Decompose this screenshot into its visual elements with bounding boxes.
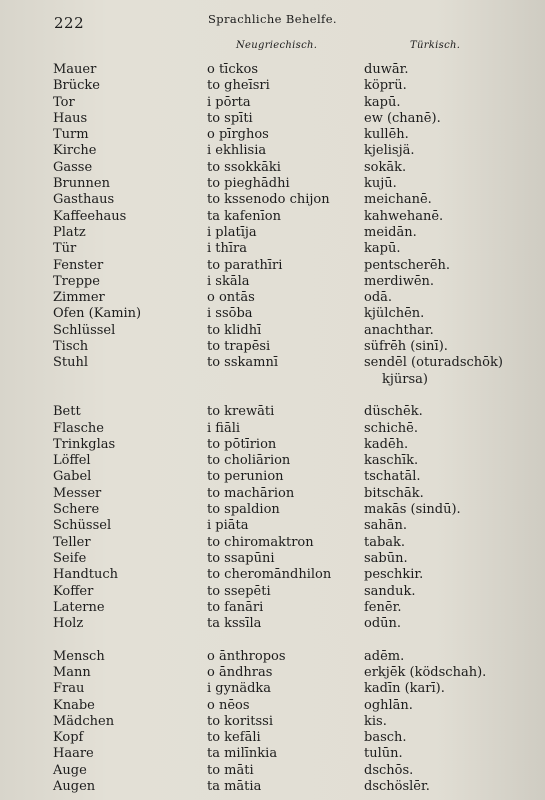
vocab-row	[0, 665, 545, 681]
german-word: Brücke	[53, 78, 100, 94]
greek-word: ta milīnkia	[207, 746, 278, 762]
vocab-row	[0, 763, 545, 779]
german-word: Mauer	[53, 62, 97, 77]
greek-word: i ekhlisia	[207, 143, 267, 159]
vocabulary-list	[0, 62, 545, 795]
turkish-word: süfrēh (sinī).	[364, 339, 448, 355]
vocab-row	[0, 62, 545, 78]
vocab-row	[0, 274, 545, 290]
greek-word: o tīckos	[207, 62, 258, 77]
german-word: Löffel	[53, 453, 91, 469]
turkish-word: basch.	[364, 730, 407, 746]
turkish-word: duwār.	[364, 62, 409, 77]
greek-column-header: Neugriechisch.	[236, 40, 318, 51]
turkish-word: kadēh.	[364, 436, 409, 452]
greek-word: to gheīsri	[207, 78, 270, 94]
vocab-row	[0, 160, 545, 176]
turkish-word: kujū.	[364, 176, 397, 192]
german-word: Gasthaus	[53, 192, 115, 208]
vocab-row	[0, 681, 545, 697]
vocab-row	[0, 143, 545, 159]
turkish-word: pentscherēh.	[364, 257, 451, 273]
vocab-row	[0, 209, 545, 225]
turkish-word: kahwehanē.	[364, 208, 444, 224]
vocab-row	[0, 225, 545, 241]
german-word: Tisch	[53, 339, 89, 355]
vocab-row	[0, 567, 545, 583]
turkish-word-continuation: kjürsa)	[382, 371, 428, 387]
turkish-word: kis.	[364, 713, 387, 729]
greek-word: to sskamnī	[207, 355, 279, 371]
turkish-word: erkjēk (ködschah).	[364, 664, 487, 680]
greek-word: o pīrghos	[207, 127, 269, 143]
greek-word: ta kssīla	[207, 616, 262, 632]
turkish-word: sahān.	[364, 518, 408, 534]
german-word: Tor	[53, 94, 75, 110]
turkish-word: odūn.	[364, 616, 402, 632]
vocab-row	[0, 486, 545, 502]
greek-word: to choliārion	[207, 453, 291, 469]
turkish-word: sanduk.	[364, 583, 416, 599]
vocab-row	[0, 355, 545, 371]
group-spacer	[0, 388, 545, 404]
german-word: Schere	[53, 502, 100, 518]
turkish-word: dschōs.	[364, 762, 414, 778]
vocab-row	[0, 176, 545, 192]
german-word: Knabe	[53, 697, 95, 713]
greek-word: i pōrta	[207, 94, 251, 110]
german-word: Frau	[53, 681, 85, 697]
greek-word: to pōtīrion	[207, 436, 277, 452]
turkish-column-header: Türkisch.	[410, 40, 461, 51]
turkish-word: meichanē.	[364, 192, 432, 208]
turkish-word: tschatāl.	[364, 469, 421, 485]
turkish-word: köprü.	[364, 78, 407, 94]
greek-word: to ssapūni	[207, 550, 275, 566]
turkish-word: kaschīk.	[364, 453, 419, 469]
vocab-row	[0, 469, 545, 485]
greek-word: to spaldion	[207, 502, 280, 518]
vocab-row	[0, 78, 545, 94]
greek-word: i gynädka	[207, 681, 272, 697]
turkish-word: schichē.	[364, 420, 418, 436]
greek-word: to māti	[207, 762, 254, 778]
greek-word: i fiāli	[207, 420, 241, 436]
german-word: Stuhl	[53, 355, 89, 371]
greek-word: ta kafenīon	[207, 208, 281, 224]
greek-word: o āndhras	[207, 664, 273, 680]
vocab-row	[0, 323, 545, 339]
german-word: Teller	[53, 534, 91, 550]
vocab-row	[0, 600, 545, 616]
greek-word: i platīja	[207, 224, 257, 240]
vocab-row	[0, 453, 545, 469]
german-word: Mensch	[53, 648, 105, 664]
german-word: Laterne	[53, 599, 105, 615]
greek-word: to ssepēti	[207, 583, 271, 599]
turkish-word: kapū.	[364, 94, 401, 110]
german-word: Schlüssel	[53, 322, 116, 338]
german-word: Messer	[53, 485, 102, 501]
german-word: Zimmer	[53, 290, 105, 306]
turkish-word: ew (chanē).	[364, 110, 441, 126]
turkish-word: tulūn.	[364, 746, 403, 762]
vocab-row	[0, 241, 545, 257]
greek-word: to krewāti	[207, 404, 275, 420]
greek-word: to machārion	[207, 485, 295, 501]
german-word: Ofen (Kamin)	[53, 306, 142, 322]
german-word: Augen	[53, 779, 96, 795]
greek-word: i thīra	[207, 241, 248, 257]
vocab-row	[0, 616, 545, 632]
vocab-row	[0, 698, 545, 714]
greek-word: i skāla	[207, 273, 250, 289]
vocab-row	[0, 649, 545, 665]
vocab-row	[0, 551, 545, 567]
greek-word: to kefāli	[207, 730, 261, 746]
turkish-word: bitschāk.	[364, 485, 424, 501]
german-word: Kaffeehaus	[53, 208, 127, 224]
vocab-row	[0, 306, 545, 322]
german-word: Tür	[53, 241, 77, 257]
vocab-row	[0, 192, 545, 208]
vocab-row	[0, 339, 545, 355]
greek-word: to klidhī	[207, 322, 262, 338]
vocab-row	[0, 535, 545, 551]
vocab-row-continuation	[0, 372, 545, 388]
vocab-row	[0, 258, 545, 274]
greek-word: o nēos	[207, 697, 250, 713]
turkish-word: sendēl (oturadschōk)	[364, 355, 503, 371]
german-word: Holz	[53, 616, 84, 632]
greek-word: to perunion	[207, 469, 284, 485]
german-word: Trinkglas	[53, 436, 116, 452]
running-title: Sprachliche Behelfe.	[208, 12, 337, 26]
turkish-word: adēm.	[364, 648, 405, 664]
german-word: Kirche	[53, 143, 97, 159]
vocab-row	[0, 111, 545, 127]
vocab-row	[0, 779, 545, 795]
vocab-row	[0, 127, 545, 143]
greek-word: o ānthropos	[207, 648, 286, 664]
german-word: Haare	[53, 746, 94, 762]
turkish-word: düschēk.	[364, 404, 423, 420]
vocab-row	[0, 518, 545, 534]
german-word: Seife	[53, 550, 87, 566]
greek-word: to koritssi	[207, 713, 273, 729]
column-headers	[0, 40, 545, 56]
german-word: Mann	[53, 664, 91, 680]
german-word: Gasse	[53, 159, 93, 175]
turkish-word: kapū.	[364, 241, 401, 257]
greek-word: o ontās	[207, 290, 255, 306]
turkish-word: kullēh.	[364, 127, 409, 143]
vocab-row	[0, 584, 545, 600]
vocab-row	[0, 290, 545, 306]
greek-word: to chiromaktron	[207, 534, 314, 550]
greek-word: to fanāri	[207, 599, 264, 615]
german-word: Mädchen	[53, 713, 115, 729]
vocab-row	[0, 95, 545, 111]
vocab-row	[0, 404, 545, 420]
german-word: Turm	[53, 127, 89, 143]
group-spacer	[0, 632, 545, 648]
german-word: Auge	[53, 762, 87, 778]
turkish-word: meidān.	[364, 224, 417, 240]
greek-word: i piāta	[207, 518, 249, 534]
greek-word: to ssokkāki	[207, 159, 281, 175]
turkish-word: odā.	[364, 290, 393, 306]
greek-word: i ssōba	[207, 306, 253, 322]
turkish-word: kjelisjä.	[364, 143, 415, 159]
greek-word: to pieghādhi	[207, 176, 290, 192]
german-word: Schüssel	[53, 518, 112, 534]
turkish-word: fenēr.	[364, 599, 402, 615]
turkish-word: merdiwēn.	[364, 273, 435, 289]
greek-word: to spīti	[207, 110, 253, 126]
vocab-row	[0, 714, 545, 730]
german-word: Flasche	[53, 420, 104, 436]
german-word: Gabel	[53, 469, 92, 485]
turkish-word: kadīn (karī).	[364, 681, 445, 697]
turkish-word: peschkir.	[364, 567, 424, 583]
turkish-word: tabak.	[364, 534, 406, 550]
turkish-word: makās (sindū).	[364, 502, 461, 518]
vocab-row	[0, 502, 545, 518]
german-word: Platz	[53, 224, 86, 240]
german-word: Treppe	[53, 273, 100, 289]
vocab-row	[0, 437, 545, 453]
german-word: Brunnen	[53, 176, 110, 192]
vocab-row	[0, 421, 545, 437]
vocab-row	[0, 730, 545, 746]
vocab-row	[0, 746, 545, 762]
turkish-word: sokāk.	[364, 159, 407, 175]
german-word: Haus	[53, 110, 88, 126]
turkish-word: dschöslēr.	[364, 779, 430, 795]
running-head	[0, 8, 545, 32]
greek-word: to trapēsi	[207, 339, 271, 355]
greek-word: to parathīri	[207, 257, 283, 273]
turkish-word: anachthar.	[364, 322, 434, 338]
greek-word: to cheromāndhilon	[207, 567, 332, 583]
german-word: Handtuch	[53, 567, 119, 583]
turkish-word: oghlān.	[364, 697, 413, 713]
german-word: Bett	[53, 404, 81, 420]
greek-word: to kssenodo chijon	[207, 192, 330, 208]
greek-word: ta mātia	[207, 779, 262, 795]
turkish-word: sabūn.	[364, 550, 408, 566]
turkish-word: kjülchēn.	[364, 306, 425, 322]
german-word: Fenster	[53, 257, 104, 273]
german-word: Kopf	[53, 730, 84, 746]
page-number: 222	[54, 14, 85, 32]
german-word: Koffer	[53, 583, 94, 599]
